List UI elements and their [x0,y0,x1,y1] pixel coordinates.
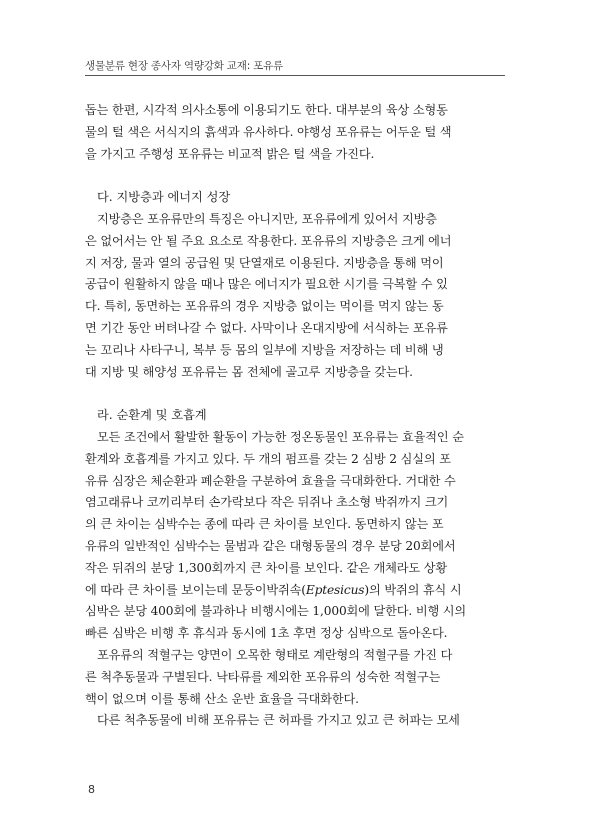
text-line: 핵이 없으며 이를 통해 산소 운반 효율을 극대화한다. [85,691,359,706]
text-line: 른 척추동물과 구별된다. 낙타류를 제외한 포유류의 성숙한 적혈구는 [85,669,441,684]
spacer [85,165,520,187]
genus-name: Eptesicus [305,582,365,597]
text-line: 다. 특히, 동면하는 포유류의 경우 지방층 없이는 먹이를 먹지 않는 동 [85,299,444,314]
text-line: 면 기간 동안 버텨나갈 수 없다. 사막이나 온대지방에 서식하는 포유류 [85,320,448,335]
text-segment: 에 따라 큰 차이를 보이는데 문둥이박쥐속( [85,582,306,597]
text-line-with-italic [85,580,520,602]
text-line: 을 가지고 주행성 포유류는 비교적 밝은 털 색을 가진다. [85,146,375,161]
text-line: 는 꼬리나 사타구니, 복부 등 몸의 일부에 지방을 저장하는 데 비해 냉 [85,342,444,357]
text-line: 다른 척추동물에 비해 포유류는 큰 허파를 가지고 있고 큰 허파는 모세 [97,713,460,728]
section-heading-fat: 다. 지방층과 에너지 성장 [97,190,231,205]
text-line: 돕는 한편, 시각적 의사소통에 이용되기도 한다. 대부분의 육상 소형동 [85,103,448,117]
section-heading-circulation: 라. 순환계 및 호흡계 [97,408,207,423]
text-line: 유류의 일반적인 심박수는 물범과 같은 대형동물의 경우 분당 20회에서 [85,538,456,553]
text-line: 작은 뒤쥐의 분당 1,300회까지 큰 차이를 보인다. 같은 개체라도 상황 [85,560,447,575]
text-line: 환계와 호흡계를 가지고 있다. 두 개의 펌프를 갖는 2 심방 2 심실의 포 [85,451,451,466]
text-line: 의 큰 차이는 심박수는 종에 따라 큰 차이를 보인다. 동면하지 않는 포 [85,517,444,532]
text-segment: )의 박쥐의 휴식 시 [364,582,462,597]
text-line: 염고래류나 코끼리부터 손가락보다 작은 뒤쥐나 초소형 박쥐까지 크기 [85,495,449,510]
text-line: 빠른 심박은 비행 후 휴식과 동시에 1초 후면 정상 심박으로 돌아온다. [85,626,448,641]
header-divider [85,75,505,76]
body-text [85,100,520,732]
text-line: 공급이 원활하지 않을 때나 많은 에너지가 필요한 시기를 극복할 수 있 [85,277,448,292]
running-header: 생물분류 현장 종사자 역량강화 교재: 포유류 [85,60,283,72]
text-line: 물의 털 색은 서식지의 흙색과 유사하다. 야행성 포유류는 어두운 털 색 [85,124,452,139]
text-line: 은 없어서는 안 될 주요 요소로 작용한다. 포유류의 지방층은 크게 에너 [85,233,452,248]
page-number: 8 [88,783,95,796]
text-line: 지 저장, 물과 열의 공급원 및 단열재로 이용된다. 지방층을 통해 먹이 [85,255,444,270]
text-line: 유류 심장은 체순환과 폐순환을 구분하여 효율을 극대화한다. 거대한 수 [85,473,456,488]
text-line: 심박은 분당 400회에 불과하나 비행시에는 1,000회에 달한다. 비행 시의 [85,604,467,619]
text-line: 모든 조건에서 활발한 활동이 가능한 정온동물인 포유류는 효율적인 순 [97,429,464,444]
text-line: 대 지방 및 해양성 포유류는 몸 전체에 골고루 지방층을 갖는다. [85,364,413,379]
text-line: 지방층은 포유류만의 특징은 아니지만, 포유류에게 있어서 지방층 [97,211,437,226]
text-line: 포유류의 적혈구는 양면이 오목한 형태로 계란형의 적혈구를 가진 다 [97,647,453,662]
spacer [85,383,520,405]
